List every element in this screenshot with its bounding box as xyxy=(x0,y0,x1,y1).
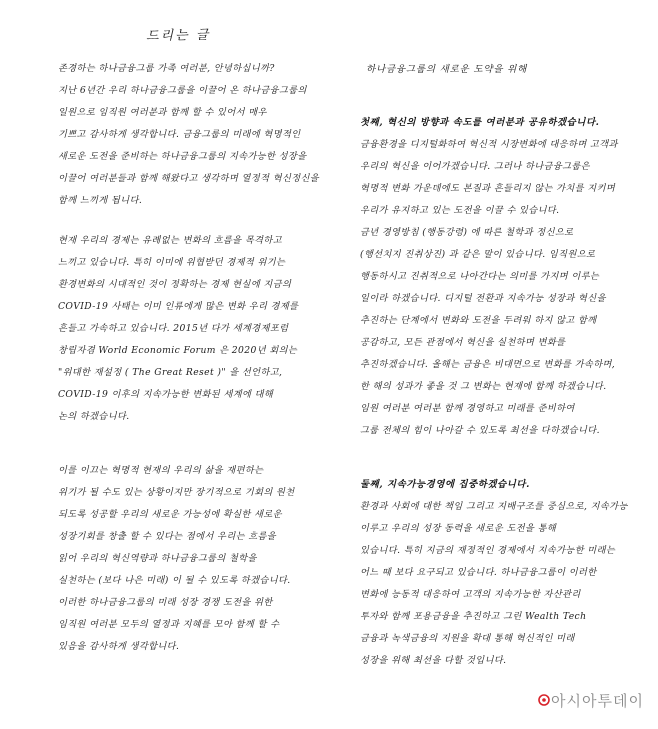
text-line: 되도록 성공할 우리의 새로운 가능성에 확실한 새로운 xyxy=(58,509,282,520)
watermark-logo-icon xyxy=(538,693,550,707)
text-line: 환경변화의 시대적인 것이 정확하는 경제 현실에 지금의 xyxy=(58,279,292,290)
text-line: 임원 여러분 여러분 함께 경영하고 미래를 준비하여 xyxy=(360,403,575,414)
text-line: 금년 경영방침 (행동강령) 에 따른 철학과 정신으로 xyxy=(360,227,574,238)
text-line: 기쁘고 감사하게 생각합니다. 금융그룹의 미래에 혁명적인 xyxy=(58,129,301,140)
text-line: 지난 6년간 우리 하나금융그룹을 이끌어 온 하나금융그룹의 xyxy=(58,85,307,96)
left-paragraph-1 xyxy=(58,58,328,212)
text-line: 논의 하겠습니다. xyxy=(58,411,130,422)
text-line: 혁명적 변화 가운데에도 본질과 흔들리지 않는 가치를 지키며 xyxy=(360,183,616,194)
text-line: 추진하겠습니다. 올해는 금융은 비대면으로 변화를 가속하며, xyxy=(360,359,616,370)
text-line: "위대한 재설정 ( The Great Reset )" 을 선언하고, xyxy=(58,367,283,378)
text-line: 둘째, 지속가능경영에 집중하겠습니다. xyxy=(360,479,530,490)
text-line: 변화에 능동적 대응하여 고객의 지속가능한 자산관리 xyxy=(360,589,581,600)
text-line: 흔들고 가속하고 있습니다. 2015년 다가 세계경제포럼 xyxy=(58,323,289,334)
text-line: 위기가 될 수도 있는 상황이지만 장기적으로 기회의 원천 xyxy=(58,487,295,498)
text-line: 어느 때 보다 요구되고 있습니다. 하나금융그룹이 이러한 xyxy=(360,567,597,578)
watermark-text: 아시아투데이 xyxy=(551,691,644,710)
text-line: 이끌어 여러분들과 함께 해왔다고 생각하며 열정적 혁신정신을 xyxy=(58,173,320,184)
text-line: 그룹 전체의 힘이 나아갈 수 있도록 최선을 다하겠습니다. xyxy=(360,425,600,436)
paragraph-gap xyxy=(58,428,328,460)
text-line: 느끼고 있습니다. 특히 이미에 위협받던 경제적 위기는 xyxy=(58,257,286,268)
text-line: 금융과 녹색금융의 지원을 확대 통해 혁신적인 미래 xyxy=(360,633,575,644)
left-column xyxy=(58,58,328,658)
text-line: (행선치지 진취상진) 과 같은 말이 있습니다. 임직원으로 xyxy=(360,249,596,260)
paragraph-gap xyxy=(360,80,630,112)
right-section-title: 하나금융그룹의 새로운 도약을 위해 xyxy=(366,64,528,75)
text-line: 존경하는 하나금융그룹 가족 여러분, 안녕하십니까? xyxy=(58,63,275,74)
text-line: 우리가 유지하고 있는 도전을 이끌 수 있습니다. xyxy=(360,205,560,216)
text-line: 함께 느끼게 됩니다. xyxy=(58,195,143,206)
text-line: 이를 이끄는 혁명적 현재의 우리의 삶을 재편하는 xyxy=(58,465,264,476)
text-line: 행동하시고 진취적으로 나아간다는 의미를 가지며 이루는 xyxy=(360,271,600,282)
text-line: 이러한 하나금융그룹의 미래 성장 경쟁 도전을 위한 xyxy=(58,597,273,608)
text-line: 이루고 우리의 성장 동력을 새로운 도전을 통해 xyxy=(360,523,557,534)
text-line: 금융환경을 디지털화하여 혁신적 시장변화에 대응하며 고객과 xyxy=(360,139,618,150)
right-paragraph-1 xyxy=(360,112,630,442)
left-paragraph-3 xyxy=(58,460,328,658)
text-line: 환경과 사회에 대한 책임 그리고 지배구조를 중심으로, 지속가능 xyxy=(360,501,628,512)
left-paragraph-2 xyxy=(58,230,328,428)
right-column xyxy=(360,60,630,672)
text-line: 추진하는 단계에서 변화와 도전을 두려워 하지 않고 함께 xyxy=(360,315,597,326)
text-line: 실천하는 (보다 나은 미래) 이 될 수 있도록 하겠습니다. xyxy=(58,575,291,586)
paragraph-gap xyxy=(58,212,328,230)
text-line: COVID-19 이후의 지속가능한 변화된 세계에 대해 xyxy=(58,389,274,400)
text-line: 임직원 여러분 모두의 열정과 지혜를 모아 함께 할 수 xyxy=(58,619,280,630)
text-line: 현재 우리의 경제는 유례없는 변화의 흐름을 목격하고 xyxy=(58,235,282,246)
text-line: 있습니다. 특히 지금의 재정적인 경제에서 지속가능한 미래는 xyxy=(360,545,616,556)
text-line: 읽어 우리의 혁신역량과 하나금융그룹의 철학을 xyxy=(58,553,257,564)
text-line: COVID-19 사태는 이미 인류에게 많은 변화 우리 경제를 xyxy=(58,301,299,312)
letter-title: 드리는 글 xyxy=(145,27,211,45)
text-line: 새로운 도전을 준비하는 하나금융그룹의 지속가능한 성장을 xyxy=(58,151,307,162)
text-line: 있음을 감사하게 생각합니다. xyxy=(58,641,180,652)
text-line: 일이라 하겠습니다. 디지털 전환과 지속가능 성장과 혁신을 xyxy=(360,293,606,304)
text-line: 우리의 혁신을 이어가겠습니다. 그러나 하나금융그룹은 xyxy=(360,161,590,172)
text-line: 한 해의 성과가 좋을 것 그 변화는 현재에 함께 하겠습니다. xyxy=(360,381,607,392)
publisher-watermark xyxy=(537,687,644,713)
text-line: 성장을 위해 최선을 다할 것입니다. xyxy=(360,655,507,666)
right-paragraph-2 xyxy=(360,474,630,672)
text-line: 첫째, 혁신의 방향과 속도를 여러분과 공유하겠습니다. xyxy=(360,117,600,128)
text-line: 공감하고, 모든 관점에서 혁신을 실천하며 변화를 xyxy=(360,337,566,348)
paragraph-gap xyxy=(360,442,630,474)
text-line: 일원으로 임직원 여러분과 함께 할 수 있어서 매우 xyxy=(58,107,267,118)
text-line: 성장기회를 창출 할 수 있다는 점에서 우리는 흐름을 xyxy=(58,531,277,542)
text-line: 투자와 함께 포용금융을 추진하고 그린 Wealth Tech xyxy=(360,611,587,622)
text-line: 창립자겸 World Economic Forum 은 2020년 회의는 xyxy=(58,345,298,356)
